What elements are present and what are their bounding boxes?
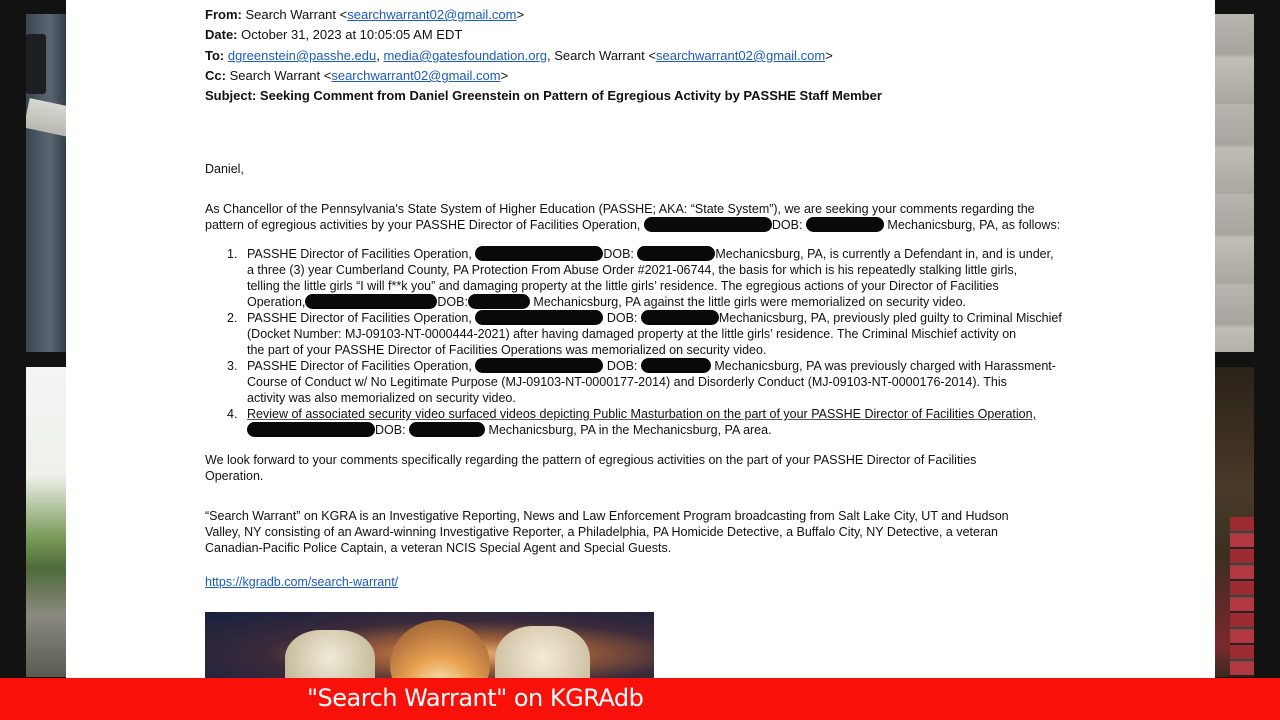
banner-title: "Search Warrant" on KGRAdb <box>307 684 644 712</box>
list-item: 3. PASSHE Director of Facilities Operation, DOB: Mechanicsburg, PA was previously charged with Harassment- Course of Conduct w/ No Legitimate Purpose (MJ-09103-NT-0000177-2014) and Disorderly Conduct (MJ-09103-NT-0000176-2014). This activity was also memorialized on security video. <box>227 359 1056 405</box>
redaction-name <box>247 422 375 437</box>
greeting: Daniel, <box>205 162 244 176</box>
about-paragraph: “Search Warrant” on KGRA is an Investigative Reporting, News and Law Enforcement Program broadcasting from Salt Lake City, UT and Hudson Valley, NY consisting of an Award-winning Investigative Reporter, a Philadelphia, PA Homicide Detective, a Buffalo City, NY Detective, a veteran Canadian-Pacific Police Captain, a veteran NCIS Special Agent and Special Guests. <box>205 509 1009 555</box>
redaction-name <box>305 294 437 309</box>
redaction-name <box>644 217 772 232</box>
date-line: Date: October 31, 2023 at 10:05:05 AM EDT <box>205 27 463 42</box>
lower-third-banner <box>0 678 1280 720</box>
website-link[interactable]: https://kgradb.com/search-warrant/ <box>205 575 399 589</box>
from-line: From: Search Warrant <searchwarrant02@gmail.com> <box>205 7 525 22</box>
list-item: 2. PASSHE Director of Facilities Operation, DOB: Mechanicsburg, PA, previously pled guilty to Criminal Mischief (Docket Number: MJ-09103-NT-0000444-2021) after having damaged property at the little girls’ residence. The Criminal Mischief activity on the part of your PASSHE Director of Facilities Operations was memorialized on security video. <box>227 311 1062 357</box>
redaction-dob <box>641 310 719 325</box>
redaction-name <box>475 310 603 325</box>
intro-paragraph: As Chancellor of the Pennsylvania's State System of Higher Education (PASSHE; AKA: “State System”), we are seeking your comments regarding the pattern of egregious activities by your PASSHE Director of Facilities Operation, DOB: Mechanicsburg, PA, as follows: <box>205 202 1061 232</box>
from-email-link[interactable]: searchwarrant02@gmail.com <box>347 7 517 22</box>
badge-eagle-left-icon <box>285 630 375 678</box>
badge-eagle-right-icon <box>495 626 590 678</box>
redaction-dob <box>641 358 711 373</box>
police-badges-image <box>205 612 654 678</box>
redaction-dob <box>637 246 715 261</box>
to-email-link-2[interactable]: media@gatesfoundation.org <box>383 48 547 63</box>
badge-round-center-icon <box>390 620 490 678</box>
list-item: 4. Review of associated security video surfaced videos depicting Public Masturbation on the part of your PASSHE Director of Facilities Operation, DOB: Mechanicsburg, PA in the Mechanicsburg, PA area. <box>227 407 1037 437</box>
to-email-link-1[interactable]: dgreenstein@passhe.edu <box>227 48 377 63</box>
cc-line: Cc: Search Warrant <searchwarrant02@gmail.com> <box>205 68 509 83</box>
closing-paragraph: We look forward to your comments specifically regarding the pattern of egregious activities on the part of your PASSHE Director of Facilities Operation. <box>205 453 977 483</box>
subject-line: Subject: Seeking Comment from Daniel Greenstein on Pattern of Egregious Activity by PASSHE Staff Member <box>205 88 882 103</box>
email-document <box>66 0 1215 678</box>
redaction-dob <box>806 217 884 232</box>
to-line: To: dgreenstein@passhe.edu, media@gatesfoundation.org, Search Warrant <searchwarrant02@gmail.com> <box>205 48 833 63</box>
website-link-row <box>205 574 1135 590</box>
redaction-name <box>475 358 603 373</box>
list-item: 1. PASSHE Director of Facilities Operation, DOB: Mechanicsburg, PA, is currently a Defendant in, and is under, a three (3) year Cumberland County, PA Protection From Abuse Order #2021-06744, the basis for which is his repeatedly stalking little girls, telling the little girls “I will f**k you” and damaging property at the little girls’ residence. The egregious actions of your Director of Facilities Operation, DOB: Mechanicsburg, PA against the little girls were memorialized on security video. <box>227 247 1054 309</box>
to-email-link-3[interactable]: searchwarrant02@gmail.com <box>655 48 826 63</box>
redaction-name <box>475 246 603 261</box>
redaction-dob <box>468 294 530 309</box>
allegations-list <box>227 246 1135 438</box>
redaction-dob <box>409 422 485 437</box>
cc-email-link[interactable]: searchwarrant02@gmail.com <box>331 68 501 83</box>
